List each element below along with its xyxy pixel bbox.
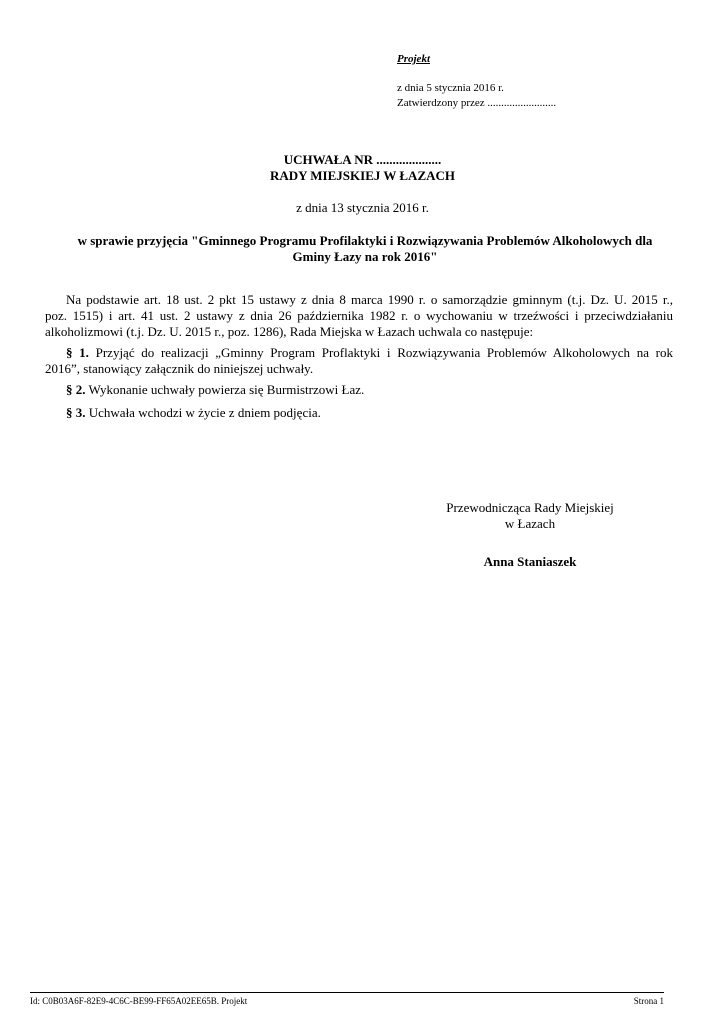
footer-divider: [30, 992, 664, 993]
preamble-line-3: alkoholizmowi (t.j. Dz. U. 2015 r., poz. 1286), Rada Miejska w Łazach uchwala co następuje:: [45, 324, 534, 339]
paragraph-2: [45, 382, 673, 398]
paragraph-3-text: Uchwała wchodzi w życie z dniem podjęcia.: [85, 405, 321, 420]
paragraph-2-text: Wykonanie uchwały powierza się Burmistrzowi Łaz.: [85, 382, 365, 397]
paragraph-1-text: Przyjąć do realizacji „Gminny Program Proflaktyki i Rozwiązywania Problemów Alkoholowych na rok: [88, 345, 674, 360]
resolution-subject: [60, 233, 670, 265]
draft-header: [397, 52, 697, 111]
paragraph-1-line-1: [45, 345, 673, 361]
paragraph-3-number: § 3.: [66, 405, 86, 420]
signatory-location: w Łazach: [504, 516, 556, 531]
council-name: RADY MIEJSKIEJ W ŁAZACH: [269, 168, 456, 183]
paragraph-3: [45, 405, 673, 421]
resolution-date: z dnia 13 stycznia 2016 r.: [296, 200, 429, 215]
signatory-role: Przewodnicząca Rady Miejskiej: [446, 500, 614, 515]
signature-block: [400, 500, 660, 570]
paragraph-1: [45, 345, 673, 377]
draft-date: z dnia 5 stycznia 2016 r.: [397, 82, 504, 94]
signatory-name: Anna Staniaszek: [483, 554, 577, 569]
preamble-line-1: Na podstawie art. 18 ust. 2 pkt 15 ustawy z dnia 8 marca 1990 r. o samorządzie gminnym (t.j. Dz. U. 2015 r.,: [66, 292, 673, 307]
resolution-number: UCHWAŁA NR ....................: [283, 152, 442, 167]
draft-label: Projekt: [397, 53, 430, 65]
legal-basis-preamble: [45, 292, 673, 340]
paragraph-2-number: § 2.: [66, 382, 86, 397]
draft-approved-by: Zatwierdzony przez .........................: [397, 97, 557, 109]
preamble-line-2: poz. 1515) i art. 41 ust. 2 ustawy z dnia 26 października 1982 r. o wychowaniu w trzeźwości i przeciwdziałaniu: [45, 308, 673, 323]
document-title: [0, 152, 725, 184]
subject-line-2: Gminy Łazy na rok 2016": [292, 249, 438, 264]
subject-line-1: w sprawie przyjęcia "Gminnego Programu Profilaktyki i Rozwiązywania Problemów Alkoholowych dla: [77, 233, 653, 248]
paragraph-1-line-2: 2016”, stanowiący załącznik do niniejszej uchwały.: [45, 361, 314, 376]
paragraph-1-number: § 1.: [66, 345, 89, 360]
document-id: Id: C0B03A6F-82E9-4C6C-BE99-FF65A02EE65B. Projekt: [30, 996, 248, 1006]
page-number: Strona 1: [633, 996, 664, 1006]
